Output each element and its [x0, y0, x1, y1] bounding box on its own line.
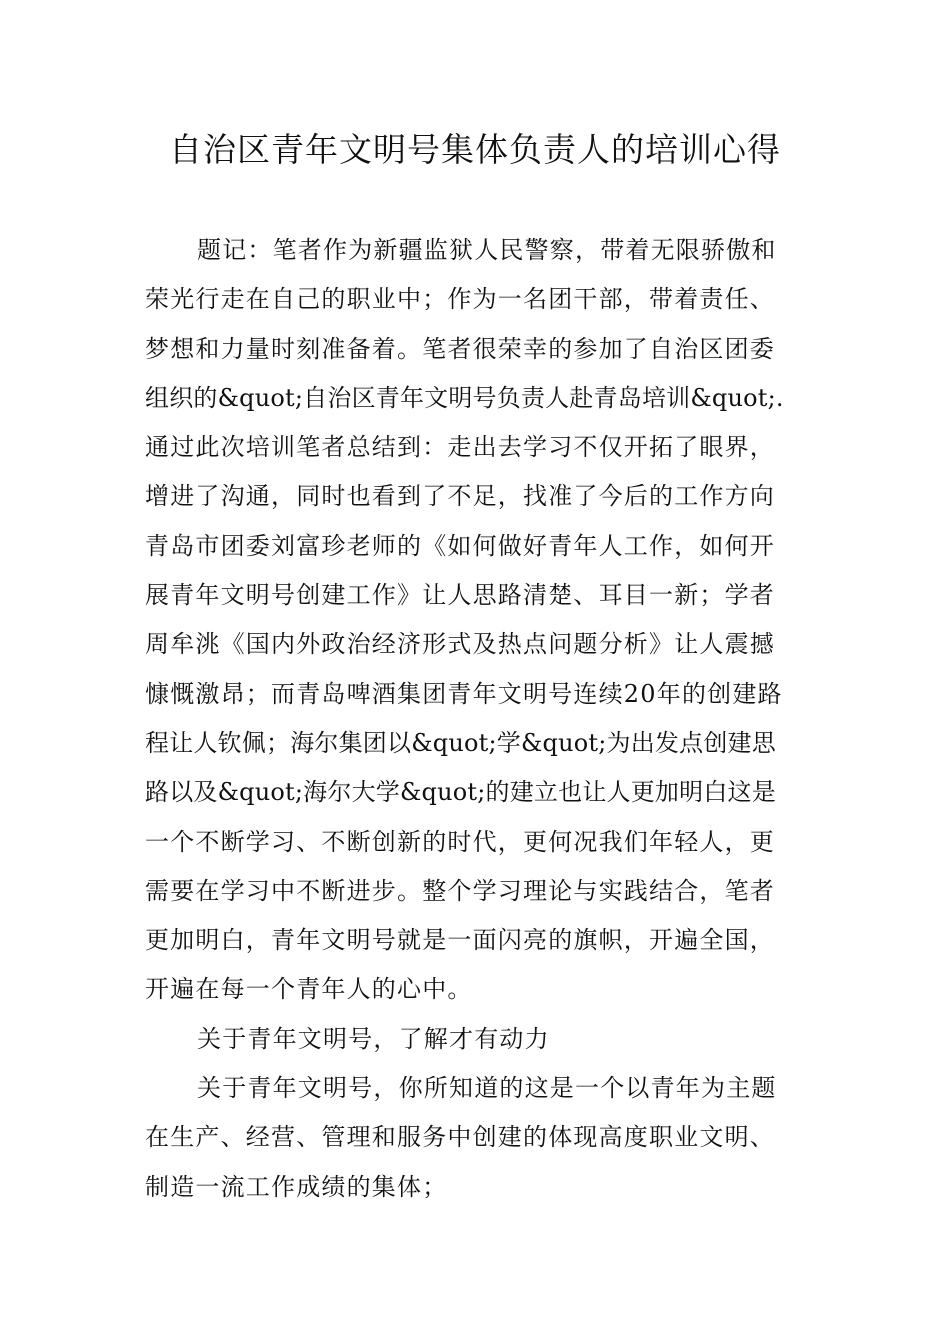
paragraph-line: 开遍在每一个青年人的心中。	[145, 975, 473, 1004]
paragraph-line: 荣光行走在自己的职业中；作为一名团干部，带着责任、	[145, 285, 775, 314]
paragraph-line: 梦想和力量时刻准备着。笔者很荣幸的参加了自治区团委	[145, 334, 775, 363]
paragraph-line: 增进了沟通，同时也看到了不足，找准了今后的工作方向	[145, 482, 775, 511]
paragraph-line: 制造一流工作成绩的集体；	[145, 1172, 448, 1201]
paragraph-line: 路以及&quot;海尔大学&quot;的建立也让人更加明白这是	[145, 778, 776, 807]
paragraph-line: 周牟洮《国内外政治经济形式及热点问题分析》让人震撼	[145, 630, 775, 659]
paragraph-line: 通过此次培训笔者总结到：走出去学习不仅开拓了眼界，	[145, 433, 775, 462]
paragraph-line: 题记：笔者作为新疆监狱人民警察，带着无限骄傲和	[197, 236, 777, 264]
paragraph-line: 展青年文明号创建工作》让人思路清楚、耳目一新；学者	[145, 581, 775, 610]
document-body	[145, 226, 810, 1212]
paragraph-line: 慷慨激昂；而青岛啤酒集团青年文明号连续20年的创建路	[145, 679, 783, 708]
section-heading: 关于青年文明号，了解才有动力	[197, 1024, 550, 1053]
paragraph-line: 青岛市团委刘富珍老师的《如何做好青年人工作，如何开	[145, 531, 775, 560]
paragraph-line: 需要在学习中不断进步。整个学习理论与实践结合，笔者	[145, 876, 775, 905]
paragraph-line: 程让人钦佩；海尔集团以&quot;学&quot;为出发点创建思	[145, 728, 776, 757]
paragraph-line: 在生产、经营、管理和服务中创建的体现高度职业文明、	[145, 1123, 775, 1152]
paragraph-line: 更加明白，青年文明号就是一面闪亮的旗帜，开遍全国，	[145, 926, 775, 955]
document-title: 自治区青年文明号集体负责人的培训心得	[169, 130, 781, 169]
paragraph-line: 关于青年文明号，你所知道的这是一个以青年为主题	[197, 1074, 777, 1103]
paragraph-line: 一个不断学习、不断创新的时代，更何况我们年轻人，更	[145, 827, 775, 856]
paragraph-line: 组织的&quot;自治区青年文明号负责人赴青岛培训&quot;.	[145, 383, 784, 412]
